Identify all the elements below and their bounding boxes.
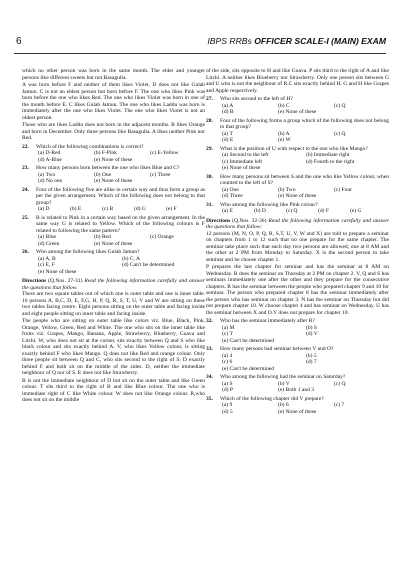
options-29 [222,152,389,172]
passage-paragraph: of the side, sits opposite to H and like Guava. P sits third to the right of A and like Litchi. A neither likes Blueberry nor Strawberry. Only one person sits between G and U who is not the neighbour of R.C sits exactly behind H. G and H like Grapes and Apple respectively. [206,68,389,94]
left-column [22,68,205,405]
option[interactable]: (c) 7 [334,402,345,408]
question-text: How many persons born between the one who likes Blue and C? [36,165,180,171]
options-26 [38,256,205,276]
options-24 [38,206,205,213]
option[interactable]: (c) Q [334,380,346,387]
option[interactable]: (c) E-Yellow [150,150,179,156]
option[interactable]: (b) V [278,380,290,387]
option[interactable]: (c) Q [286,208,298,214]
option[interactable]: (a) S [222,380,233,387]
question-text: Who among the following likes Gulab Jamun? [36,249,140,255]
option[interactable]: (a) M [222,324,235,331]
option[interactable]: (b) Two [278,186,296,193]
right-column [206,68,389,415]
question-text: Four of the following forms a group which of the following does not belong to that group? [220,117,389,130]
options-31 [222,208,389,215]
option[interactable]: (e) None of these [94,178,133,184]
passage-paragraph: 12 persons (M, N, O, P, Q, R, S,T, U, V, W and X) are told to prepare a seminar on chapters from 1 to 12 such that no one prepare for the same chapter. The seminar take place such that each day two persons are allowed, one at 8 AM and the other at 2 PM from Monday to Saturday. X is the second person to take seminar and he choose chapter 1. [206,230,389,263]
question-number: 23. [22,165,29,171]
option[interactable]: (d) G [134,206,146,212]
option[interactable]: (e) Can't be determined [222,337,274,344]
question-number: 26. [22,249,29,255]
question-text: What is the position of U with respect to the one who like Mango? [220,145,368,152]
question-number: 24. [22,186,29,193]
directions-range: (Q.Nos. 27-31) [46,278,85,284]
option[interactable]: (e) None of these [222,165,261,171]
question-number: 28. [206,117,213,124]
option[interactable]: (b) One [94,171,112,178]
option[interactable]: (e) Can't be determined [222,365,274,372]
option[interactable]: (d) B [222,109,234,115]
option[interactable]: (d) Green [38,240,60,247]
option[interactable]: (b) C [278,102,290,109]
option[interactable]: (e) G [350,208,362,214]
option[interactable]: (c) Immediate left [222,158,263,165]
option[interactable]: (a) One [222,186,239,193]
question-text: Which of the following combinations is correct? [36,143,144,150]
question-28 [206,118,389,131]
option[interactable]: (d) Fourth to the right [306,158,355,165]
option[interactable]: (e) None of these [38,268,77,275]
option[interactable]: (e) W [278,137,291,143]
directions-instruction: Read the following information carefully and answer the questions that follow. [22,278,205,291]
option[interactable]: (c) E, F [38,262,55,268]
option[interactable]: (a) Second to the left [222,152,269,158]
question-number: 30. [206,173,213,180]
options-28 [222,131,389,144]
option[interactable]: (d) Can't be determined [122,262,175,268]
option[interactable]: (a) Two [38,171,56,178]
question-text: Who among the following like Pink colour? [220,201,318,208]
passage-paragraph: The people who are sitting on outer table like colors viz. Blue, Black, Pink, Orange, Yellow, Green, Red and White. The one who sits on the inner table like fruits viz. Grapes, Mango, Banana, Apple, Strawberry, Blueberry, Guava and Litchi. W, who does not sit at the corner, sits exactly between Q and S who like black colour and sits exactly behind A. V, who likes Yellow colour, is sitting exactly behind F who likes Mango. Q does not like Red and orange colour. Only three people sit between Q and C, who sits second to the right of S. D exactly behind F and both sit on the middle of the sides. D, neither the immediate neighbour of Q nor of S. E does not like Strawberry. [22,318,205,376]
directions-27-31 [22,278,205,291]
question-30 [206,174,389,187]
options-23 [38,172,205,185]
question-text: Who sits second to the left of H? [220,96,293,102]
option[interactable]: (d) Three [222,193,243,199]
option[interactable]: (a) Blue [38,234,57,240]
option[interactable]: (d) 7 [306,359,317,365]
options-25 [38,234,205,247]
option[interactable]: (d) V [306,331,318,337]
question-number: 32. [206,318,213,324]
passage-paragraph: B is not the immediate neighbour of D but sit on the outer table and like Green colour. T sits third to the right of B and like Blue colour. The one who is immediate right of C like White colour. W does not like Orange colour. R,who does not sit on the middle [22,377,205,403]
option[interactable]: (a) T [222,130,233,137]
passage-paragraph: Those who are likes Laddu does not born in the adjacent months. B likes Orange and born in December. Only three persons like Basagulla. A likes neither Pink nor Red. [22,122,205,141]
option[interactable]: (d) 5 [222,408,233,415]
header-rule [14,53,386,54]
options-30 [222,187,389,200]
option[interactable]: (e) None of these [278,109,317,115]
option[interactable]: (a) A [222,102,234,109]
question-25 [22,215,205,235]
question-number: 29. [206,145,213,152]
option[interactable]: (d) F [318,208,329,214]
option[interactable]: (b) 5 [306,352,317,359]
option[interactable]: (c) Orange [150,234,174,240]
options-35 [222,402,389,415]
option[interactable]: (c) B [102,206,114,212]
option[interactable]: (b) Immediate right [306,152,350,158]
option[interactable]: (c) Three [150,171,171,178]
question-number: 31. [206,201,213,208]
option[interactable]: (e) F [166,206,177,212]
question-text: Which of the following chapter did V prepare? [220,395,324,402]
question-number: 22. [22,143,29,150]
question-text: Who has the seminar immediately after R? [220,318,315,324]
option[interactable]: (a) 4 [222,352,233,359]
option[interactable]: (c) Four [334,186,353,193]
option[interactable]: (b) C, A [122,255,141,262]
question-text: B is related to Pink in a certain way based on the given arrangement. In the same way G is related to Yellow. Which of the following colours is F related to following the same pattern? [36,214,205,234]
question-number: 34. [206,374,213,380]
directions-32-36 [206,218,389,231]
option[interactable]: (d) P [222,387,233,393]
option[interactable]: (a) 9 [222,402,233,408]
option[interactable]: (c) Q [334,102,346,109]
option[interactable]: (e) Both 1 and 3 [278,387,315,393]
option[interactable]: (b) F-Pink [94,150,117,156]
question-text: Who among the following had the seminar on Saturday? [220,374,346,380]
passage-paragraph: There are two square tables out of which one is outer table and one is inner table. 16 persons A, B,C, D, E, F,G, H, P, Q, R, S, T, U, V and W are sitting on these two tables facing centre. Eight persons sitting on the outer table and facing inside and eight people sitting on inner table and facing inside. [22,291,205,317]
option[interactable]: (a) D [38,206,50,212]
passage-paragraph: A was born before F and neither of them likes Violet. D does not like Gulab Jamun. C is not an eldest person but born before F. The one who likes Pink was born before the one who likes Red. The one who likes Violet was born in one of the month before E. C likes Gulab Jamun. The one who likes Laddu was born is immediately after the one who likes Violet. The one who likes Violet is not an oldest person. [22,82,205,121]
option[interactable]: (b) D [254,208,266,214]
option[interactable]: (a) E [222,208,233,214]
options-32 [222,325,389,345]
option[interactable]: (c) 6 [222,359,233,365]
options-22 [38,150,205,163]
exam-title-bold: OFFICER SCALE-I (MAIN) EXAM [254,36,386,46]
option[interactable]: (c) T [222,331,233,337]
directions-instruction: Read the following information carefully and answer the questions that follow: [206,217,389,230]
options-33 [222,353,389,373]
option[interactable]: (e) None of these [278,193,317,199]
option[interactable]: (e) None of these [94,240,133,247]
passage-paragraph: P prepares the last chapter for seminar and has the seminar at 8 AM on Wednesday. R does the seminar on Thursday at 2 PM on chapter 2. V, Q and S has seminars immediately one after the other and they prepare for the consecutive chapters. R has the seminar between the people who prepared chapter 9 and 10 for seminar. The person who prepared chapter 8 has the seminar immediately after the person who has seminar on chapter 3. N has the seminar on Thursday but did not prepare chapter 10. W choose chapter 4 and has seminar on Wednesday. U has the seminar between X and O.Y does not prepare for chapter 10. [206,264,389,316]
options-34 [222,381,389,394]
question-text: Four of the following five are alike in certain way and thus form a group as per the given arrangement. Which of the following does not belong to that group? [36,186,205,206]
options-27 [222,103,389,116]
option[interactable]: (b) A [278,130,290,137]
option[interactable]: (a) A, B [38,255,56,262]
option[interactable]: (b) S [306,324,317,331]
page-number: 6 [16,36,22,47]
page-header [14,36,386,50]
exam-title-prefix: IBPS RRBs [207,36,255,46]
directions-range: (Q.Nos. 32-36) [230,217,269,224]
directions-label: Directions [206,217,231,224]
option[interactable]: (d) A-Blue [38,156,62,163]
option[interactable]: (a) D-Red [38,150,61,156]
exam-title [207,36,386,46]
option[interactable]: (d) No one [38,178,63,184]
question-text: How many persons sit between S and the one who like Yellow colour, when counted to the left of S? [220,173,389,186]
option[interactable]: (e) None of these [94,156,133,163]
question-text: How many persons had seminar between V and O? [220,346,334,352]
question-number: 35. [206,395,213,402]
option[interactable]: (e) None of these [278,408,317,415]
option[interactable]: (b) 6 [278,402,289,408]
passage-paragraph: which no other person was born in the same month. The elder and younger persons like different sweets but not Basagulla. [22,68,205,81]
option[interactable]: (c) Q [334,130,346,137]
option[interactable]: (b) E [70,206,82,212]
question-number: 25. [22,214,29,221]
question-24 [22,187,205,207]
question-number: 33. [206,346,213,352]
option[interactable]: (b) Red [94,234,111,240]
directions-label: Directions [22,278,47,284]
question-number: 27. [206,96,213,102]
option[interactable]: (d) E [222,137,234,143]
